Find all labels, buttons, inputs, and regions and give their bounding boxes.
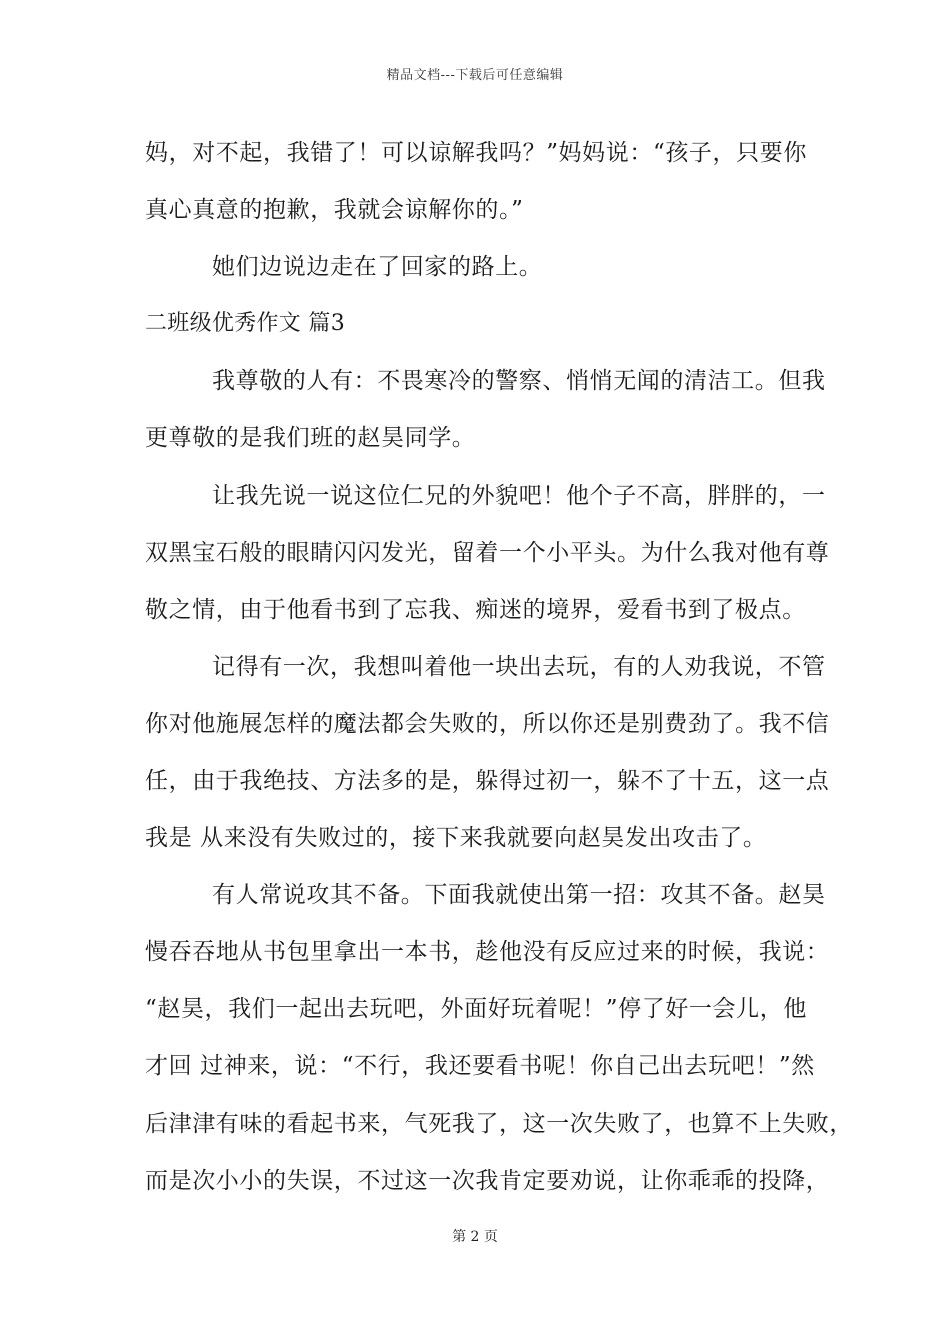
paragraph-start: 让我先说一说这位仁兄的外貌吧！他个子不高，胖胖的，一 <box>212 483 826 509</box>
text-line: 敬之情，由于他看书到了忘我、痴迷的境界，爱看书到了极点。 <box>145 597 806 623</box>
text-line: 慢吞吞地从书包里拿出一本书，趁他没有反应过来的时候，我说： <box>145 939 830 965</box>
text-line: 后津津有味的看起书来，气死我了，这一次失败了，也算不上失败， <box>145 1111 853 1137</box>
text-line: 你对他施展怎样的魔法都会失败的，所以你还是别费劲了。我不信 <box>145 711 830 737</box>
paragraph-start: 我尊敬的人有：不畏寒冷的警察、悄悄无闻的清洁工。但我 <box>212 368 826 394</box>
page-header: 精品文档---下载后可任意编辑 <box>386 68 564 83</box>
paragraph-start: 她们边说边走在了回家的路上。 <box>212 254 543 280</box>
text-line: 真心真意的抱歉，我就会谅解你的。” <box>145 197 524 223</box>
text-line: 任，由于我绝技、方法多的是，躲得过初一，躲不了十五，这一点 <box>145 768 830 794</box>
page-number: 第 2 页 <box>452 1229 498 1245</box>
text-line: 而是次小小的失误，不过这一次我肯定要劝说，让你乖乖的投降， <box>145 1168 830 1194</box>
text-line: 我是 从来没有失败过的，接下来我就要向赵昊发出攻击了。 <box>145 825 767 851</box>
text-line: 才回 过神来，说：“不行，我还要看书呢！你自己出去玩吧！”然 <box>145 1053 815 1079</box>
text-line: 妈，对不起，我错了！可以谅解我吗？”妈妈说：“孩子，只要你 <box>145 140 807 166</box>
paragraph-start: 有人常说攻其不备。下面我就使出第一招：攻其不备。赵昊 <box>212 882 826 908</box>
text-line: 双黑宝石般的眼睛闪闪发光，留着一个小平头。为什么我对他有尊 <box>145 540 830 566</box>
paragraph-start: 记得有一次，我想叫着他一块出去玩，有的人劝我说，不管 <box>212 654 826 680</box>
text-line: “赵昊，我们一起出去玩吧，外面好玩着呢！”停了好一会儿，他 <box>145 996 807 1022</box>
section-heading: 二班级优秀作文 篇3 <box>145 311 345 336</box>
text-line: 更尊敬的是我们班的赵昊同学。 <box>145 425 476 451</box>
